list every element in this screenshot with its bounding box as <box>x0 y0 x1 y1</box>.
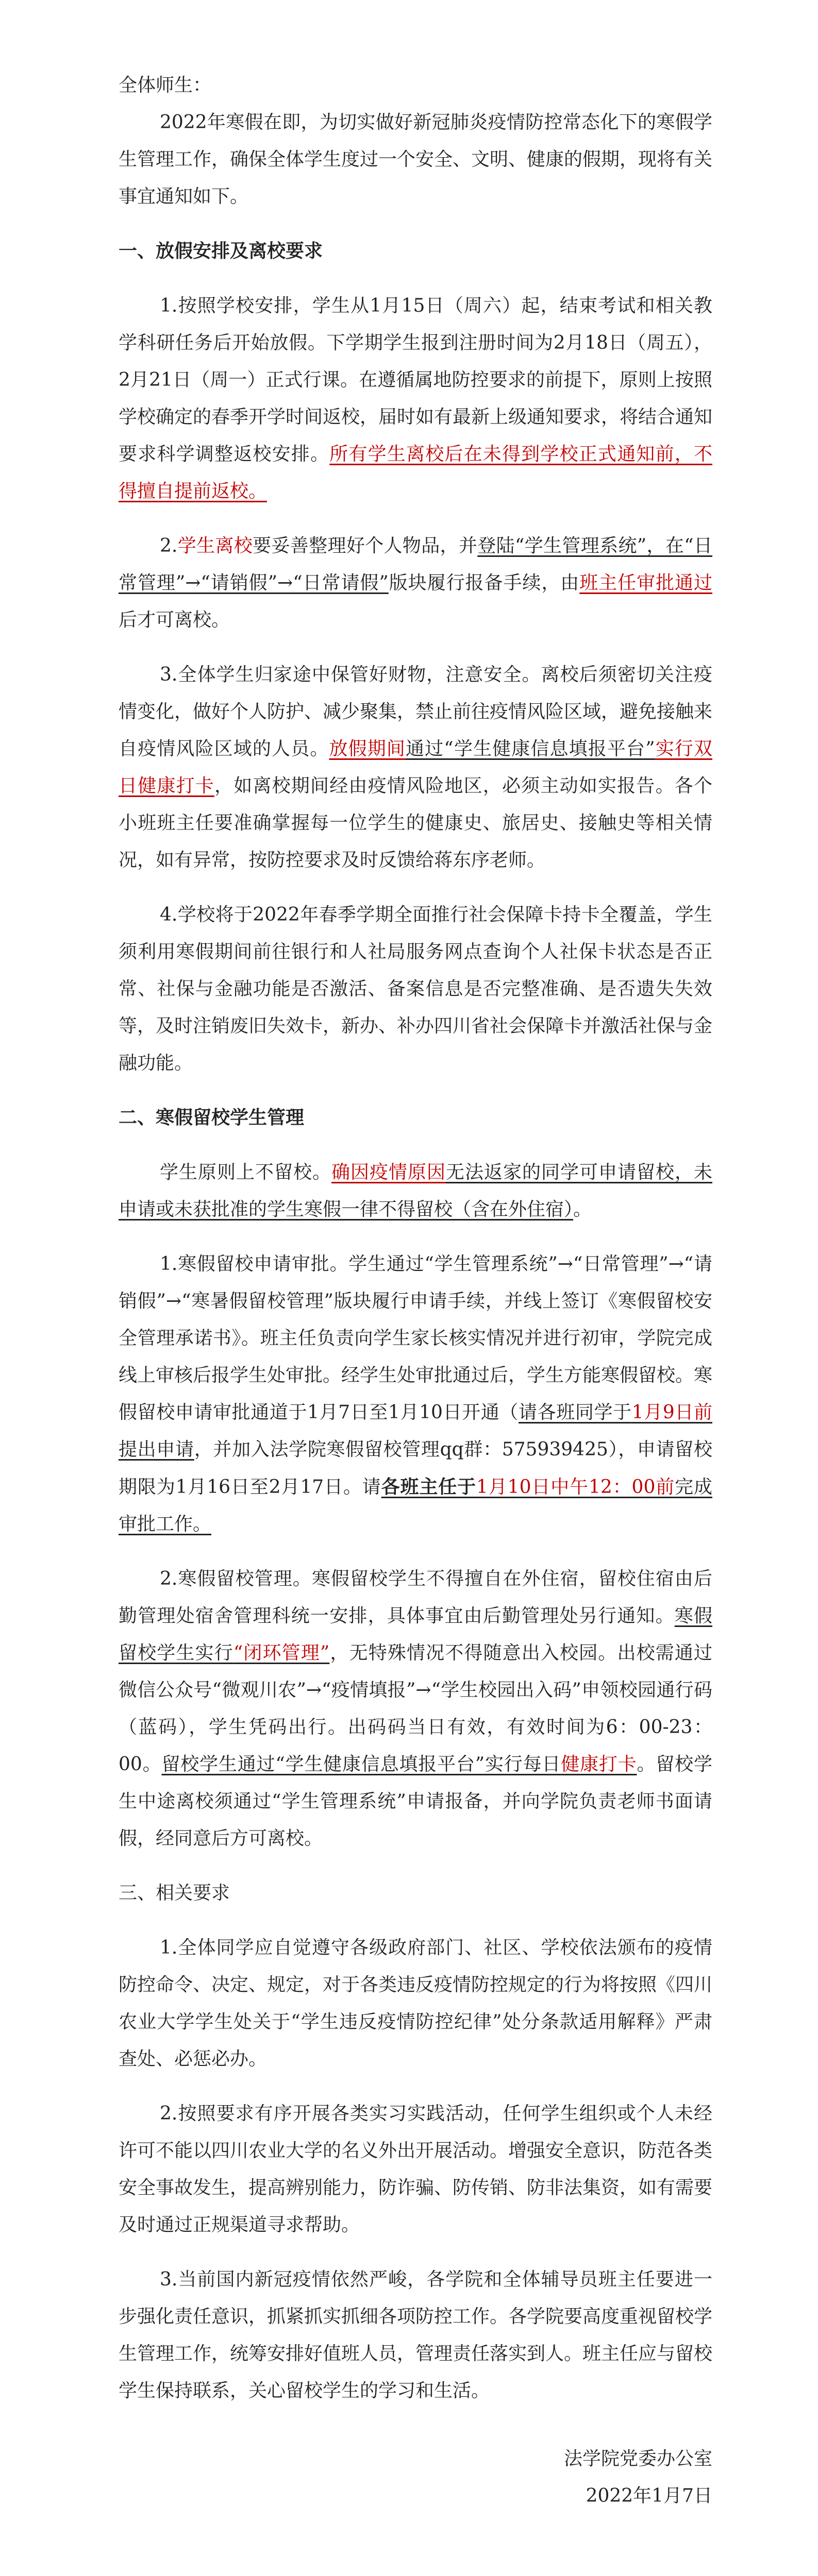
underline-daily-checkin <box>161 1754 637 1775</box>
section1-paragraph-2 <box>119 528 712 639</box>
text: 版块履行报备手续，由 <box>388 572 580 594</box>
emphasis-closed-loop: “闭环管理” <box>233 1642 330 1664</box>
emphasis-jan-10-noon: 1月10日中午12：00前 <box>476 1477 675 1498</box>
text: 3.全体学生归家途中保管好财物，注意安全。离校后须密切关注疫情变化，做好个人防护、减少聚集，禁止前往疫情风险区域，避免接触来自疫情风险区域的人员。 <box>119 664 713 759</box>
emphasis-teacher-approval: 班主任审批通过 <box>579 572 712 594</box>
section1-paragraph-4: 4.学校将于2022年春季学期全面推行社会保障卡持卡全覆盖，学生须利用寒假期间前往银行和人社局服务网点查询个人社保卡状态是否正常、社保与金融功能是否激活、备案信息是否完整准确、是否遗失失效等，及时注销废旧失效卡，新办、补办四川省社会保障卡并激活社保与金融功能。 <box>119 904 713 1074</box>
section-heading-requirements: 三、相关要求 <box>119 1883 230 1904</box>
text: 留校学生通过“学生健康信息填报平台”实行每日 <box>161 1754 561 1775</box>
text: 提出申请 <box>119 1439 194 1460</box>
text: 学生原则上不留校。 <box>160 1162 331 1183</box>
underline-stay-rule: 无法返家的同学可申请留校，未申请或未获批准的学生寒假一律不得留校（含在外住宿） <box>119 1162 712 1220</box>
text: 完成审批工作。 <box>119 1477 712 1535</box>
text: 要妥善整理好个人物品，并 <box>253 535 478 556</box>
emphasis-health-card: 健康打卡 <box>561 1754 637 1775</box>
section2-intro <box>119 1154 712 1228</box>
section3-paragraph-1: 1.全体同学应自觉遵守各级政府部门、社区、学校依法颁布的疫情防控命令、决定、规定，对于各类违反疫情防控规定的行为将按照《四川农业大学学生处关于“学生违反疫情防控纪律”处分条款适用解释》严肃查处、必惩必办。 <box>119 1937 713 2070</box>
text: ，并加入法学院寒假留校管理qq群：575939425），申请留校期限为1月16日至2月17日。请 <box>119 1439 712 1498</box>
intro-paragraph: 2022年寒假在即，为切实做好新冠肺炎疫情防控常态化下的寒假学生管理工作，确保全体学生度过一个安全、文明、健康的假期，现将有关事宜通知如下。 <box>119 112 713 207</box>
text: 1.按照学校安排，学生从1月15日（周六）起，结束考试和相关教学科研任务后开始放假。下学期学生报到注册时间为2月18日（周五），2月21日（周一）正式行课。在遵循属地防控要求的前提下，原则上按照学校确定的春季开学时间返校，届时如有最新上级通知要求，将结合通知要求科学调整返校安排。 <box>119 295 713 465</box>
salutation: 全体师生： <box>119 75 212 96</box>
text: 。留校学生中途离校须通过“学生管理系统”申请报备，并向学院负责老师书面请假，经同意后方可离校。 <box>119 1754 712 1849</box>
section3-paragraph-2: 2.按照要求有序开展各类实习实践活动，任何学生组织或个人未经许可不能以四川农业大学的名义外出开展活动。增强安全意识，防范各类安全事故发生，提高辨别能力，防诈骗、防传销、防非法集资，如有需要及时通过正规渠道寻求帮助。 <box>119 2103 713 2235</box>
emphasis-no-early-return: 所有学生离校后在未得到学校正式通知前，不得擅自提前返校。 <box>119 444 712 502</box>
text: 请各班同学于 <box>519 1402 632 1423</box>
text: 2.寒假留校管理。寒假留校学生不得擅自在外住宿，留校住宿由后勤管理处宿舍管理科统一安排，具体事宜由后勤管理处另行通知。 <box>119 1568 712 1626</box>
text: 。 <box>573 1199 592 1220</box>
text: 2. <box>160 535 178 556</box>
text: 寒假留校学生实行 <box>119 1605 712 1664</box>
section3-paragraph-3: 3.当前国内新冠疫情依然严峻，各学院和全体辅导员班主任要进一步强化责任意识，抓紧抓实抓细各项防控工作。各学院要高度重视留校学生管理工作，统筹安排好值班人员，管理责任落实到人。班主任应与留校学生保持联系，关心留校学生的学习和生活。 <box>119 2269 713 2401</box>
text: 各班主任于 <box>381 1476 477 1498</box>
text: 1.寒假留校申请审批。学生通过“学生管理系统”→“日常管理”→“请销假”→“寒暑假留校管理”版块履行申请手续，并线上签订《寒假留校安全管理承诺书》。班主任负责向学生家长核实情况并进行初审，学院完成线上审核后报学生处审批。经学生处审批通过后，学生方能寒假留校。寒假留校申请审批通道于1月7日至1月10日开通（ <box>119 1253 713 1423</box>
section1-paragraph-1 <box>119 287 712 510</box>
issue-date: 2022年1月7日 <box>586 2485 712 2506</box>
section2-paragraph-2 <box>119 1561 712 1857</box>
underline-system-path: 登陆“学生管理系统”，在“日常管理”→“请销假”→“日常请假” <box>119 535 712 594</box>
section2-paragraph-1 <box>119 1246 712 1543</box>
text: ，无特殊情况不得随意出入校园。出校需通过微信公众号“微观川农”→“疫情填报”→“学生校园出入码”申领校园通行码（蓝码），学生凭码出行。出码码当日有效，有效时间为6：00-23：00。 <box>119 1642 712 1775</box>
underline-health-platform: 通过“学生健康信息填报平台” <box>406 738 655 759</box>
section1-paragraph-3 <box>119 656 712 879</box>
section-heading-leave-arrangement: 一、放假安排及离校要求 <box>119 241 323 262</box>
emphasis-epidemic-reason: 确因疫情原因 <box>331 1162 446 1183</box>
text: 后才可离校。 <box>119 609 230 631</box>
emphasis-health-checkin: 实行双日健康打卡 <box>119 738 712 796</box>
issuing-office: 法学院党委办公室 <box>563 2448 712 2469</box>
section-heading-stay-on-campus: 二、寒假留校学生管理 <box>119 1107 305 1128</box>
emphasis-jan-9: 1月9日前 <box>631 1402 712 1423</box>
text: ，如离校期间经由疫情风险地区，必须主动如实报告。各个小班班主任要准确掌握每一位学生的健康史、旅居史、接触史等相关情况，如有异常，按防控要求及时反馈给蒋东序老师。 <box>119 775 712 871</box>
emphasis-leaving-school: 学生离校 <box>177 535 253 556</box>
emphasis-holiday-period: 放假期间 <box>329 738 406 759</box>
